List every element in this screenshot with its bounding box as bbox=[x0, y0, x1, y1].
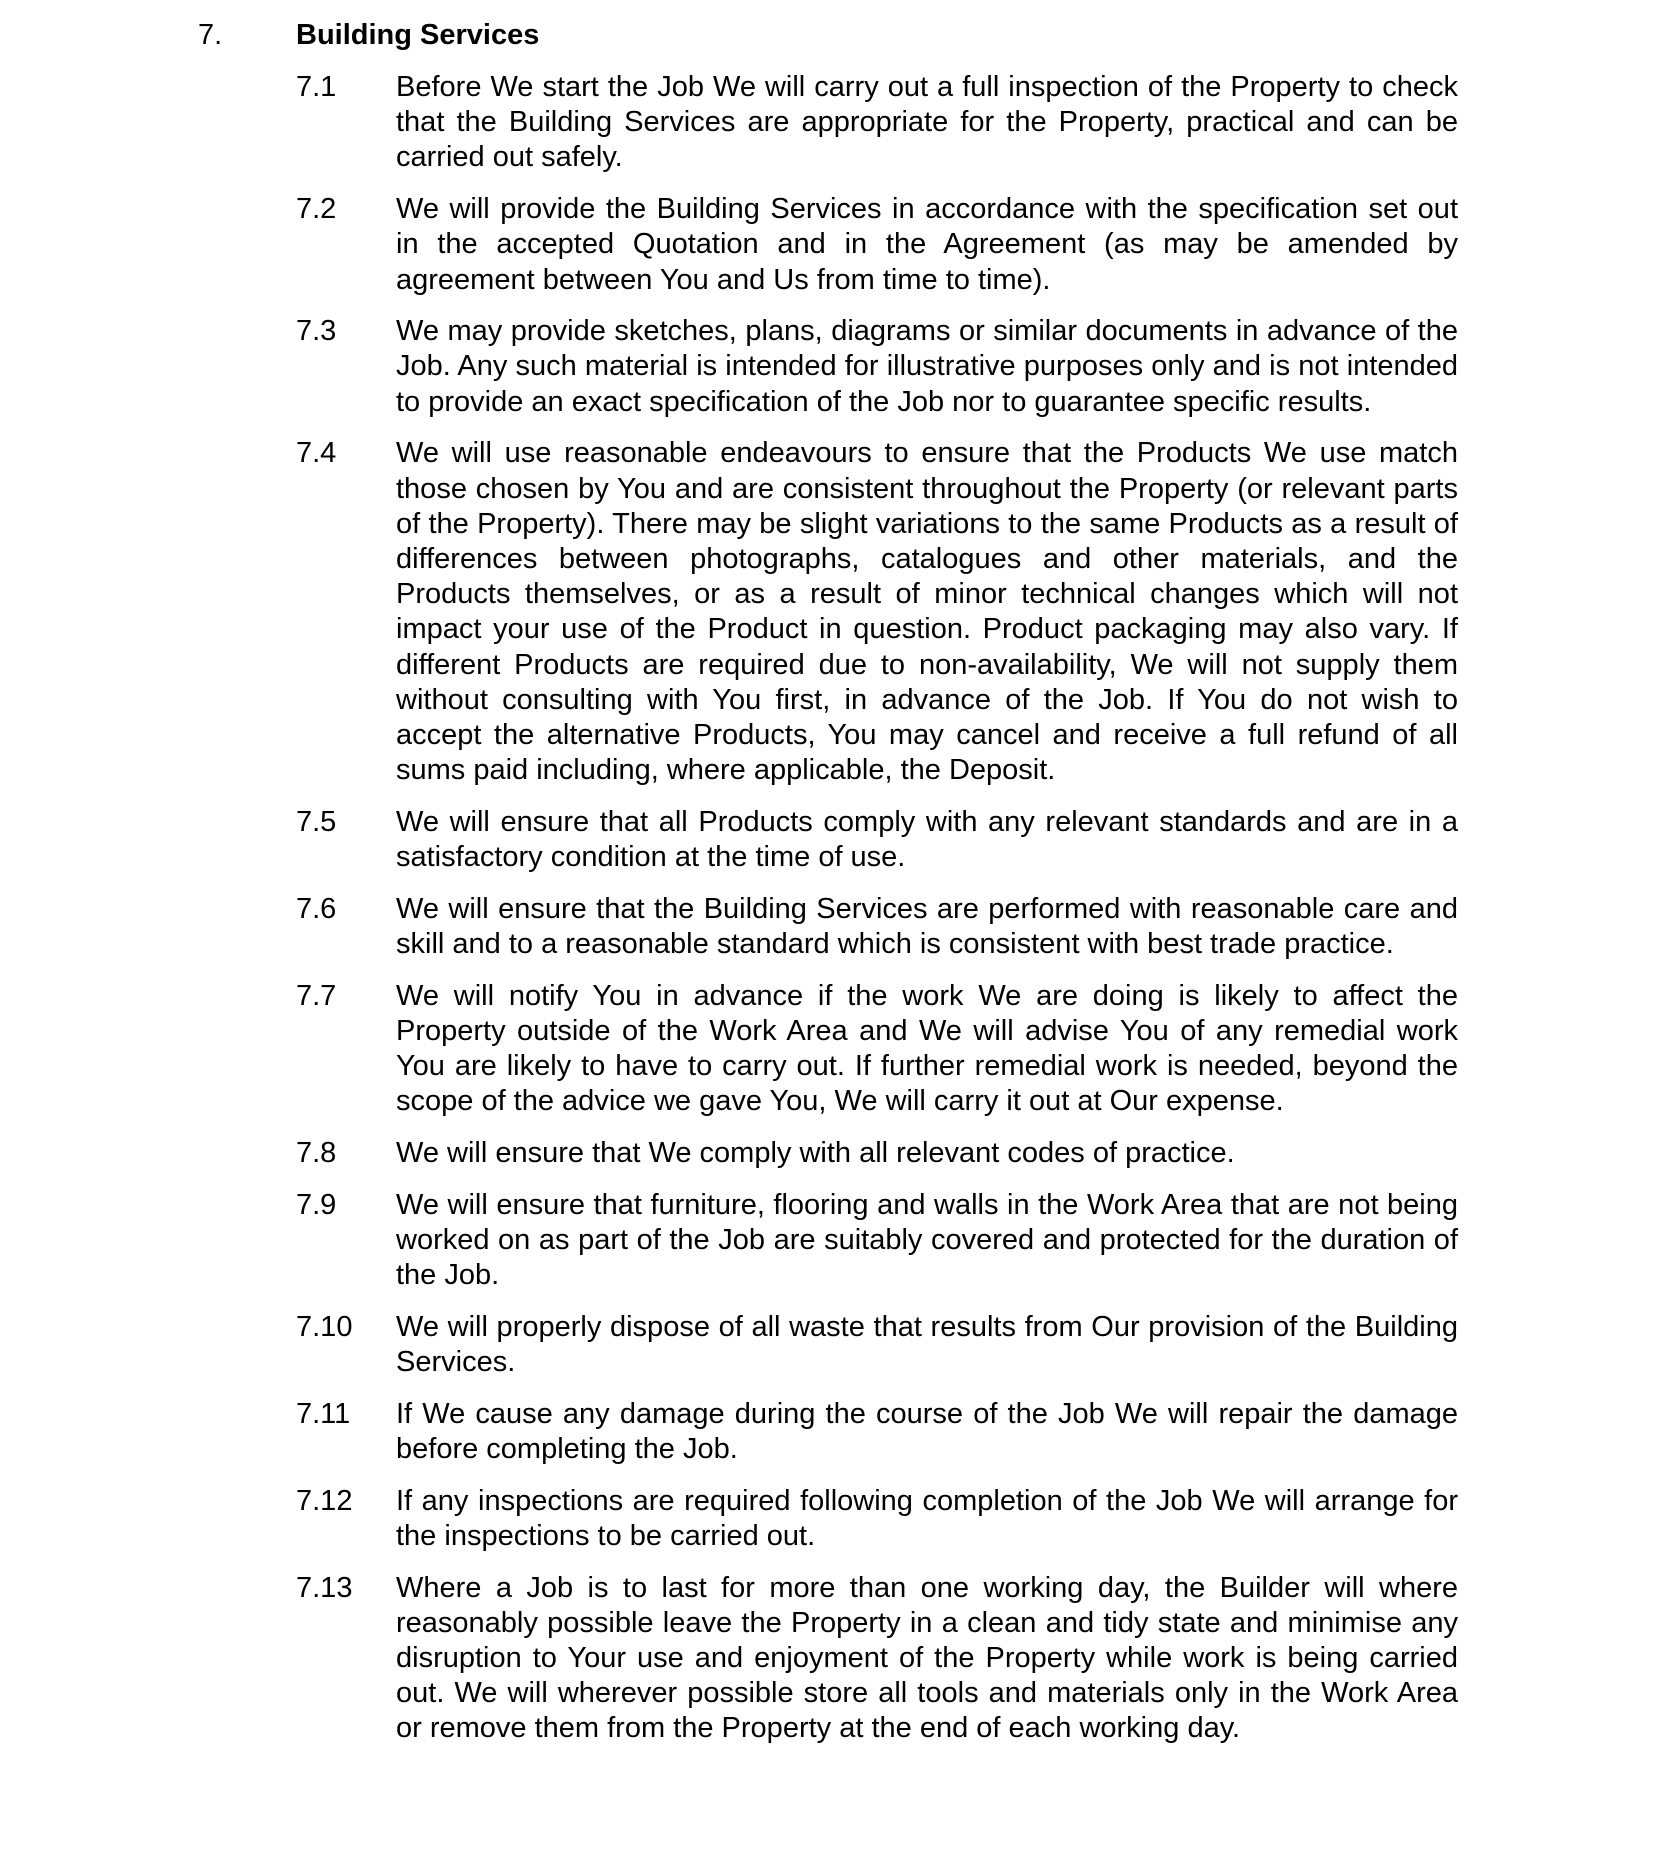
clause-text: Before We start the Job We will carry out a full inspection of the Property to check that the Building Services are appropriate for the Property, practical and can be carried out safely. bbox=[396, 71, 1458, 174]
clause-number: 7.1 bbox=[296, 71, 337, 103]
clause-7-10 bbox=[296, 1310, 1458, 1380]
clause-7-2 bbox=[296, 192, 1458, 298]
clause-7-11 bbox=[296, 1397, 1458, 1467]
clause-number: 7.5 bbox=[296, 805, 337, 838]
clause-text: If We cause any damage during the course of the Job We will repair the damage before completing the Job. bbox=[396, 1397, 1458, 1465]
clause-number: 7.12 bbox=[296, 1484, 353, 1517]
clause-number: 7.2 bbox=[296, 193, 337, 226]
clause-7-3 bbox=[296, 314, 1458, 420]
clause-text: We may provide sketches, plans, diagrams or similar documents in advance of the Job. Any such material is intended for illustrative purposes only and is not intended to provide an exact specification of the Job nor to guarantee specific results. bbox=[396, 315, 1458, 418]
clause-7-8 bbox=[296, 1136, 1458, 1171]
clause-number: 7.4 bbox=[296, 437, 337, 470]
clause-text: We will ensure that all Products comply with any relevant standards and are in a satisfactory condition at the time of use. bbox=[396, 805, 1458, 874]
clause-text: We will provide the Building Services in accordance with the specification set out in the accepted Quotation and in the Agreement (as may be amended by agreement between You and Us from time to time). bbox=[396, 193, 1458, 296]
clause-number: 7.8 bbox=[296, 1136, 337, 1169]
clause-7-7 bbox=[296, 979, 1458, 1120]
clause-text: We will notify You in advance if the work We are doing is likely to affect the Property outside of the Work Area and We will advise You of any remedial work You are likely to have to carry out. If further remedial work is needed, beyond the scope of the advice we gave You, We will carry it out at Our expense. bbox=[396, 979, 1458, 1118]
clause-7-1 bbox=[296, 70, 1458, 176]
clause-7-6 bbox=[296, 892, 1458, 962]
clause-number: 7.7 bbox=[296, 979, 337, 1012]
clause-number: 7.9 bbox=[296, 1188, 337, 1221]
clause-number: 7.13 bbox=[296, 1571, 353, 1604]
clause-text: We will ensure that the Building Services are performed with reasonable care and skill and to a reasonable standard which is consistent with best trade practice. bbox=[396, 892, 1458, 960]
clause-list bbox=[296, 70, 1458, 1763]
clause-text: We will properly dispose of all waste that results from Our provision of the Building Services. bbox=[396, 1310, 1458, 1378]
clause-text: We will use reasonable endeavours to ensure that the Products We use match those chosen by You and are consistent throughout the Property (or relevant parts of the Property). There may be slight variations to the same Products as a result of differences between photographs, catalogues and other materials, and the Products themselves, or as a result of minor technical changes which will not impact your use of the Product in question. Product packaging may also vary. If different Products are required due to non-availability, We will not supply them without consulting with You first, in advance of the Job. If You do not wish to accept the alternative Products, You may cancel and receive a full refund of all sums paid including, where applicable, the Deposit. bbox=[396, 437, 1458, 787]
clause-number: 7.3 bbox=[296, 315, 337, 348]
clause-7-9 bbox=[296, 1188, 1458, 1294]
clause-text: We will ensure that furniture, flooring and walls in the Work Area that are not being worked on as part of the Job are suitably covered and protected for the duration of the Job. bbox=[396, 1188, 1458, 1292]
clause-7-4 bbox=[296, 436, 1458, 788]
clause-number: 7.6 bbox=[296, 892, 337, 925]
clause-7-5 bbox=[296, 805, 1458, 875]
section-title: Building Services bbox=[296, 19, 540, 51]
clause-7-13 bbox=[296, 1571, 1458, 1747]
clause-text: Where a Job is to last for more than one working day, the Builder will where reasonably possible leave the Property in a clean and tidy state and minimise any disruption to Your use and enjoyment of the Property while work is being carried out. We will wherever possible store all tools and materials only in the Work Area or remove them from the Property at the end of each working day. bbox=[396, 1571, 1458, 1745]
clause-number: 7.10 bbox=[296, 1310, 353, 1343]
clause-text: If any inspections are required following completion of the Job We will arrange for the inspections to be carried out. bbox=[396, 1484, 1458, 1552]
clause-number: 7.11 bbox=[296, 1397, 351, 1430]
section-heading bbox=[198, 15, 1458, 55]
section-number: 7. bbox=[198, 19, 223, 51]
clause-7-12 bbox=[296, 1484, 1458, 1554]
clause-text: We will ensure that We comply with all relevant codes of practice. bbox=[396, 1136, 1235, 1169]
